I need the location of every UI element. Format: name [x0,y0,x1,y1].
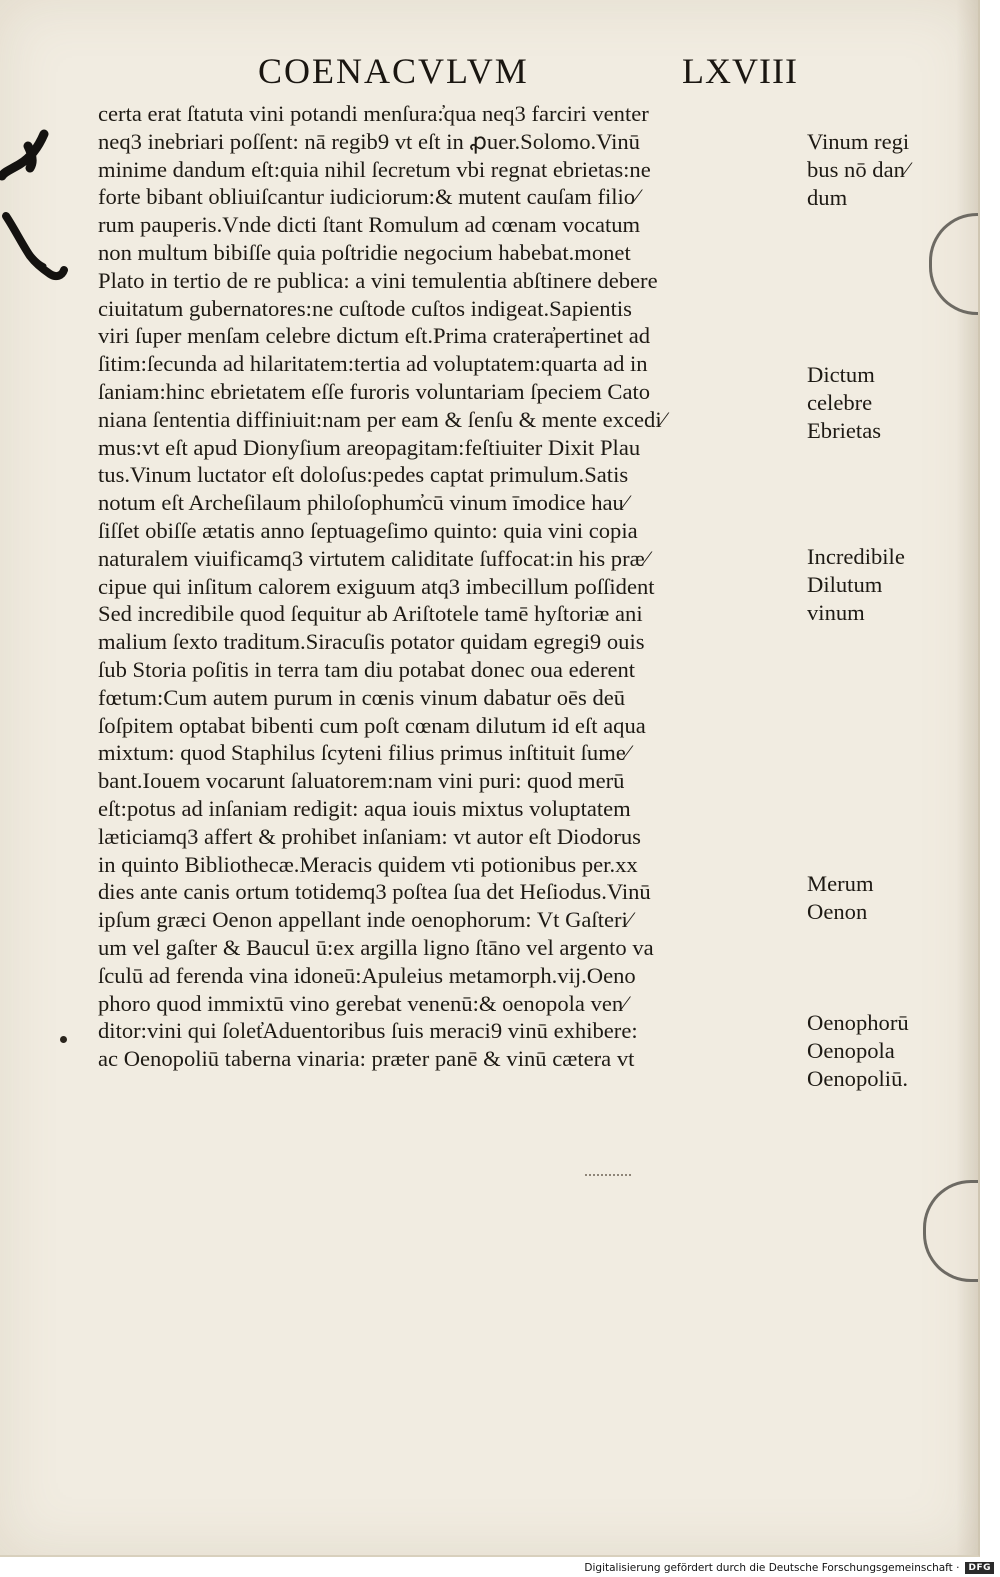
marginal-line: Vinum regi [807,129,910,154]
text-line: bant.Iouem vocarunt ſaluatorem:nam vini puri: quod merū [98,768,625,794]
text-line: ipſum græci Oenon appellant inde oenophorum: Vt Gaſteri⁄ [98,907,632,933]
marginal-line: Oenopola [807,1037,895,1063]
marginal-line: vinum [807,599,865,625]
text-line: rum pauperis.Vnde dicti ſtant Romulum ad cœnam vocatum [98,212,641,238]
clasp-mark-bottom [923,1180,978,1282]
marginal-line: Oenophorū [807,1010,909,1035]
marginal-note-merum-oenon [807,870,972,926]
text-line: forte bibant obliuiſcantur iudiciorum:& mutent cauſam filio⁄ [98,184,639,210]
text-line: malium ſexto traditum.Siracuſis potator quidam egregi9 ouis [98,629,645,655]
marginal-line: Incredibile [807,544,905,569]
text-line: minime dandum eſt:quia nihil ſecretum vbi regnat ebrietas:ne [98,156,651,182]
text-line: ſiſſet obiſſe ætatis anno ſeptuageſimo quinto: quia vini copia [98,517,638,543]
marginal-note-dictum-ebrietas [807,361,972,444]
text-line: ſculū ad ferenda vina idoneū:Apuleius metamorph.vij.Oeno [98,962,636,988]
text-line: ſoſpitem optabat bibenti cum poſt cœnam dilutum id eſt aqua [98,712,646,738]
text-line: dies ante canis ortum totidemq3 poſtea ſua det Heſiodus.Vinū [98,879,651,905]
main-text-block [98,100,798,1073]
marginal-line: Merum [807,871,874,896]
marginal-line: Dilutum [807,571,883,597]
folio-number: LXVIII [682,51,798,91]
marginal-note-oeno-terms [807,1009,972,1092]
text-line: ciuitatum gubernatores:ne cuſtode cuſtos indigeat.Sapientis [98,295,632,321]
running-title: COENACVLVM [258,51,529,91]
text-line: neq3 inebriari poſſent: nā regib9 vt eſt in ꝓuer.Solomo.Vinū [98,128,640,154]
marginal-line: celebre [807,389,873,415]
text-line: ſitim:ſecunda ad hilaritatem:tertia ad voluptatem:quarta ad in [98,351,648,377]
text-line: tus.Vinum luctator eſt doloſus:pedes captat primulum.Satis [98,462,629,488]
ink-smudge [585,1168,631,1176]
marginal-note-vinum-regibus [807,128,972,211]
text-line: ac Oenopoliū taberna vinaria: præter panē & vinū cætera vt [98,1046,635,1072]
dfg-logo: DFG [965,1562,994,1574]
text-line: notum eſt Archeſilaum philoſophum̓cū vinum īmodice hau⁄ [98,490,628,516]
text-line: viri ſuper menſam celebre dictum eſt.Prima cratera̓pertinet ad [98,323,651,349]
text-line: phoro quod immixtū vino gerebat venenū:& oenopola ven⁄ [98,990,627,1016]
text-line: mixtum: quod Staphilus ſcyteni filius primus inſtituit ſume⁄ [98,740,630,766]
text-line: Sed incredibile quod ſequitur ab Ariſtotele tamē hyſtoriæ ani [98,601,643,627]
ink-stain [0,128,80,288]
marginal-line: dum [807,184,848,210]
text-line: um vel gaſter & Baucul ū:ex argilla ligno ſtāno vel argento va [98,934,654,960]
text-line: Plato in tertio de re publica: a vini temulentia abſtinere debere [98,267,658,293]
text-line: ſub Storia poſitis in terra tam diu potabat donec oua ederent [98,656,636,682]
text-line: ſaniam:hinc ebrietatem eſſe furoris voluntariam ſpeciem Cato [98,378,651,404]
marginal-line: bus nō dan⁄ [807,156,909,182]
text-line: in quinto Bibliothecæ.Meracis quidem vti potionibus per.xx [98,851,638,877]
marginal-note-incredibile [807,543,972,626]
clasp-mark-top [929,213,980,315]
ink-dot [60,1036,67,1043]
text-line: eſt:potus ad inſaniam redigit: aqua iouis mixtus voluptatem [98,795,631,821]
text-line: certa erat ſtatuta vini potandi menſura:̓qua neq3 farciri venter [98,101,649,126]
text-line: ditor:vini qui ſolet̓Aduentoribus ſuis meraci9 vinū exhibere: [98,1018,638,1044]
footer-text: Digitalisierung gefördert durch die Deutsche Forschungsgemeinschaft · [584,1562,960,1574]
text-line: læticiamq3 affert & prohibet inſaniam: vt autor eſt Diodorus [98,823,641,849]
text-line: cipue qui inſitum calorem exiguum atq3 imbecillum poſſident [98,573,655,599]
text-line: fœtum:Cum autem purum in cœnis vinum dabatur oēs deū [98,684,626,710]
text-line: mus:vt eſt apud Dionyſium areopagitam:feſtiuiter Dixit Plau [98,434,641,460]
marginal-line: Oenon [807,898,868,924]
text-line: niana ſententia diffiniuit:nam per eam & ſenſu & mente excedi⁄ [98,406,666,432]
text-line: non multum bibiſſe quia poſtridie negocium habebat.monet [98,239,631,265]
digitization-footer [584,1562,994,1574]
marginal-line: Dictum [807,362,875,387]
marginal-line: Oenopoliū. [807,1065,909,1091]
text-line: naturalem viuificamq3 virtutem caliditate ſuffocat:in his præ⁄ [98,545,649,571]
marginal-line: Ebrietas [807,417,882,443]
